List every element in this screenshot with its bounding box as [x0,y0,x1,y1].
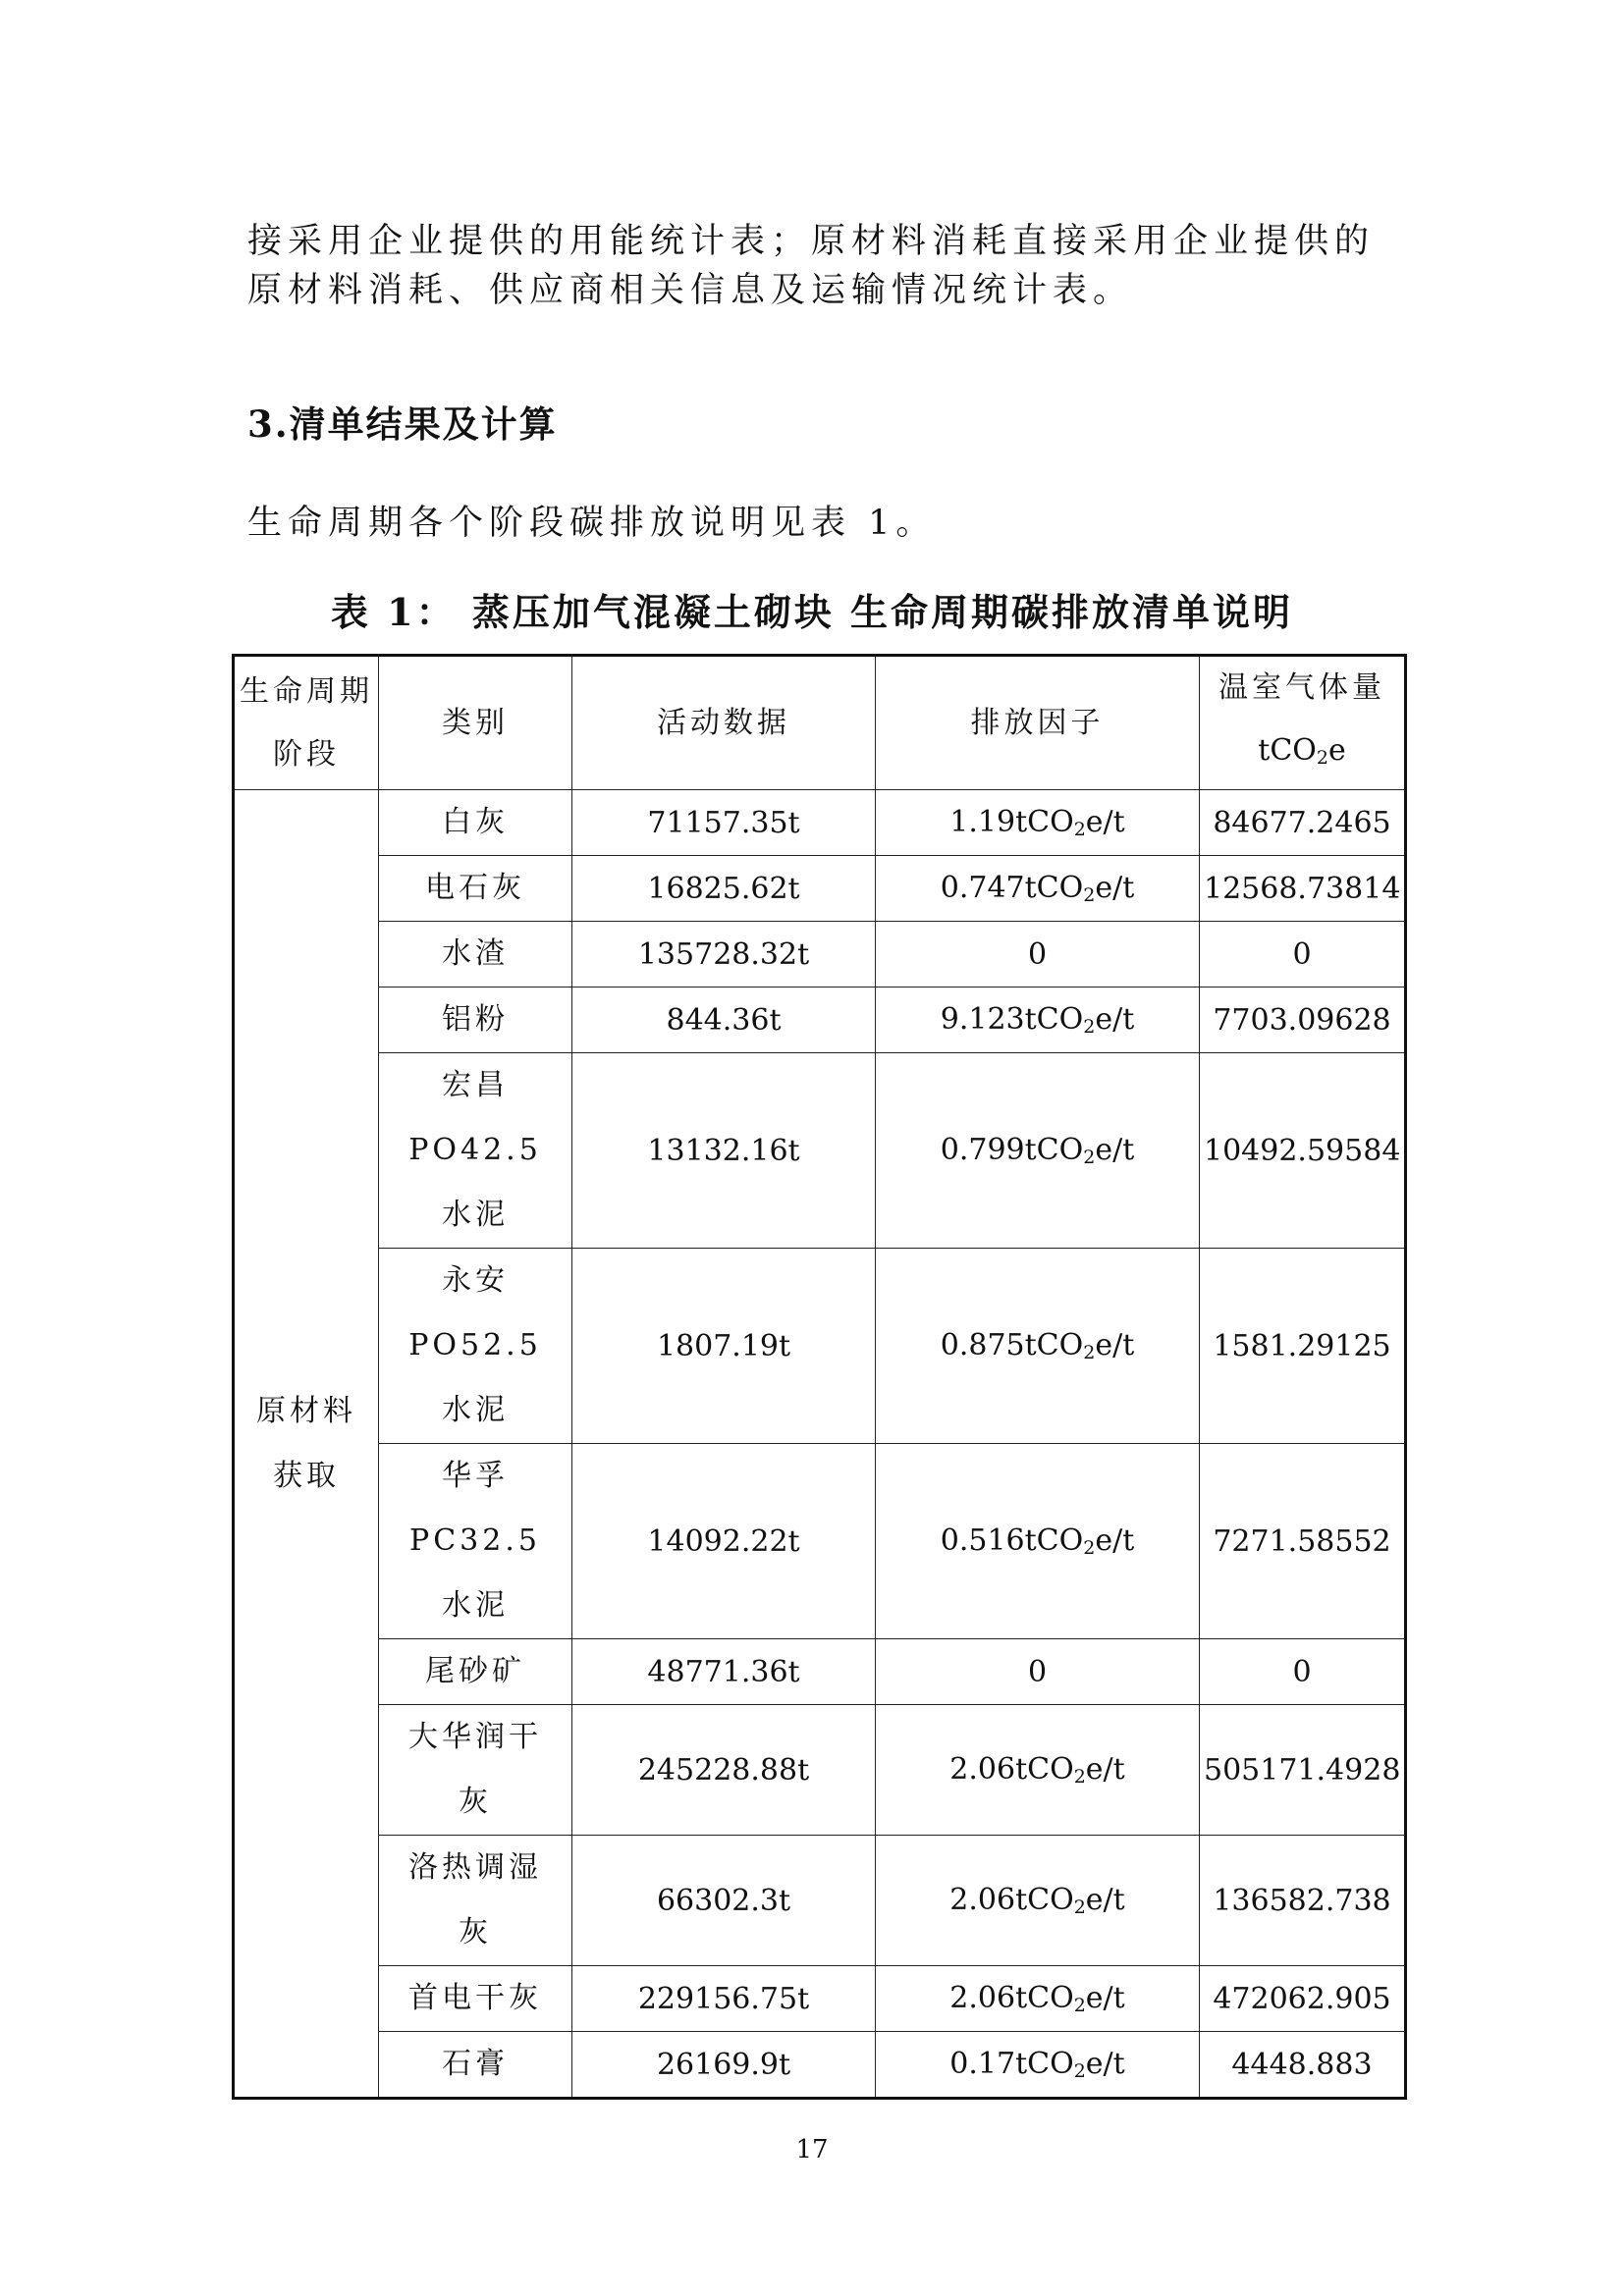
header-factor: 排放因子 [876,656,1200,790]
activity-cell: 14092.22t [572,1444,876,1639]
category-cell: 大华润干灰 [379,1705,572,1836]
factor-cell [876,1639,1200,1705]
category-cell: 华孚 PC32.5 水泥 [379,1444,572,1639]
activity-cell: 1807.19t [572,1249,876,1444]
header-ghg-label: 温室气体量 [1218,670,1385,705]
factor-unit-subscript: 2 [1073,1896,1086,1918]
factor-value: 0 [1027,1654,1048,1689]
table-row [234,1966,1406,2032]
activity-cell: 135728.32t [572,922,876,988]
ghg-cell: 0 [1200,922,1406,988]
factor-cell [876,922,1200,988]
emission-inventory-table [232,654,1407,2100]
ghg-cell: 7271.58552 [1200,1444,1406,1639]
category-cell: 铝粉 [379,988,572,1053]
activity-cell: 16825.62t [572,856,876,922]
table-row [234,922,1406,988]
table-header-row [234,656,1406,790]
factor-unit: tCO [1024,1523,1084,1558]
activity-cell: 844.36t [572,988,876,1053]
factor-unit-subscript: 2 [1083,1537,1096,1559]
factor-unit: tCO [1024,1133,1084,1167]
ghg-cell: 7703.09628 [1200,988,1406,1053]
factor-cell [876,1966,1200,2032]
stage-cell: 原材料获取 [234,790,379,2099]
factor-unit-suffix: e/t [1095,871,1135,905]
factor-value: 2.06 [949,1981,1016,2015]
factor-value: 9.123 [940,1002,1025,1037]
factor-cell [876,988,1200,1053]
factor-value: 0.875 [940,1328,1025,1362]
factor-cell [876,856,1200,922]
activity-cell: 245228.88t [572,1705,876,1836]
header-ghg-unit: tCO$_2$e [1258,733,1346,769]
factor-value: 0 [1027,936,1048,972]
ghg-cell: 505171.4928 [1200,1705,1406,1836]
ghg-cell: 12568.73814 [1200,856,1406,922]
page-number: 17 [795,2135,829,2164]
ghg-cell: 0 [1200,1639,1406,1705]
table-body [234,790,1406,2099]
factor-unit-subscript: 2 [1083,1342,1096,1363]
factor-unit-subscript: 2 [1083,1147,1096,1168]
factor-cell [876,1249,1200,1444]
factor-unit-suffix: e/t [1085,2047,1125,2081]
factor-unit-suffix: e/t [1085,1883,1125,1917]
factor-unit-subscript: 2 [1073,819,1086,840]
header-stage: 生命周期阶段 [234,656,379,790]
table-row [234,1705,1406,1836]
table-row [234,1836,1406,1966]
factor-unit: tCO [1015,805,1074,839]
factor-unit-subscript: 2 [1083,1016,1096,1038]
ghg-cell: 136582.738 [1200,1836,1406,1966]
factor-cell [876,1705,1200,1836]
activity-cell: 71157.35t [572,790,876,856]
header-ghg [1200,656,1406,790]
body-paragraph: 接采用企业提供的用能统计表；原材料消耗直接采用企业提供的原材料消耗、供应商相关信息及运输情况统计表。 [247,222,1376,310]
category-cell: 永安 PO52.5 水泥 [379,1249,572,1444]
factor-unit-suffix: e/t [1095,1523,1135,1558]
table-row [234,856,1406,922]
factor-value: 0.17 [949,2047,1016,2081]
ghg-cell: 10492.59584 [1200,1053,1406,1249]
category-cell: 尾砂矿 [379,1639,572,1705]
header-activity: 活动数据 [572,656,876,790]
factor-cell [876,2032,1200,2099]
factor-cell [876,1444,1200,1639]
factor-value: 2.06 [949,1752,1016,1787]
category-cell: 水渣 [379,922,572,988]
section-heading: 3.清单结果及计算 [247,402,558,446]
factor-unit: tCO [1015,1981,1074,2015]
factor-value: 2.06 [949,1883,1016,1917]
factor-unit-suffix: e/t [1095,1002,1135,1037]
table-caption: 表 1： 蒸压加气混凝土砌块 生命周期碳排放清单说明 [330,590,1294,634]
category-cell: 宏昌 PO42.5 水泥 [379,1053,572,1249]
activity-cell: 13132.16t [572,1053,876,1249]
activity-cell: 229156.75t [572,1966,876,2032]
factor-unit-subscript: 2 [1073,1766,1086,1788]
factor-unit: tCO [1024,1002,1084,1037]
factor-cell [876,1836,1200,1966]
factor-value: 0.747 [940,871,1025,905]
ghg-cell: 84677.2465 [1200,790,1406,856]
intro-paragraph: 生命周期各个阶段碳排放说明见表 1。 [247,504,937,543]
category-cell: 洛热调湿灰 [379,1836,572,1966]
activity-cell: 48771.36t [572,1639,876,1705]
activity-cell: 26169.9t [572,2032,876,2099]
category-cell: 首电干灰 [379,1966,572,2032]
category-cell: 白灰 [379,790,572,856]
table-row [234,1053,1406,1249]
factor-unit: tCO [1015,1752,1074,1787]
header-category: 类别 [379,656,572,790]
category-cell: 电石灰 [379,856,572,922]
factor-unit-suffix: e/t [1085,805,1125,839]
table-row [234,1444,1406,1639]
factor-unit: tCO [1015,1883,1074,1917]
table-row [234,1249,1406,1444]
table-row [234,1639,1406,1705]
activity-cell: 66302.3t [572,1836,876,1966]
ghg-cell: 4448.883 [1200,2032,1406,2099]
table-row [234,2032,1406,2099]
factor-unit: tCO [1024,871,1084,905]
ghg-cell: 1581.29125 [1200,1249,1406,1444]
factor-unit: tCO [1015,2047,1074,2081]
factor-value: 0.516 [940,1523,1025,1558]
table-row [234,790,1406,856]
factor-unit-suffix: e/t [1085,1752,1125,1787]
factor-unit-subscript: 2 [1083,884,1096,906]
factor-unit-subscript: 2 [1073,2060,1086,2082]
factor-value: 0.799 [940,1133,1025,1167]
factor-value: 1.19 [949,805,1016,839]
factor-unit-suffix: e/t [1095,1133,1135,1167]
ghg-cell: 472062.905 [1200,1966,1406,2032]
table-row [234,988,1406,1053]
category-cell: 石膏 [379,2032,572,2099]
factor-unit-suffix: e/t [1085,1981,1125,2015]
factor-unit-suffix: e/t [1095,1328,1135,1362]
factor-unit: tCO [1024,1328,1084,1362]
factor-unit-subscript: 2 [1073,1995,1086,2016]
factor-cell [876,790,1200,856]
factor-cell [876,1053,1200,1249]
